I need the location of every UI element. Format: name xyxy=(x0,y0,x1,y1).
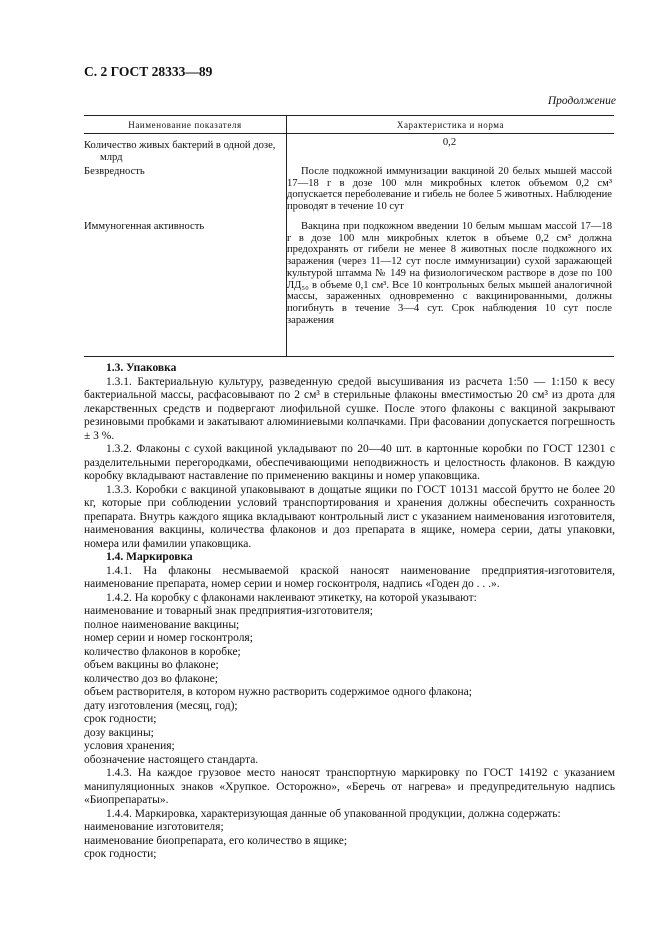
list-item: обозначение настоящего стандарта. xyxy=(84,753,259,766)
list-item: дату изготовления (месяц, год); xyxy=(84,699,238,712)
table-row-1-value: 0,2 xyxy=(442,137,457,148)
list-item: номер серии и номер госконтроля; xyxy=(84,632,253,644)
table-row-2-value: После подкожной иммунизации вакциной 20 белых мышей массой 17—18 г в дозе 100 млн микробных клеток объемом 0,2 см³ допускается переболевание и гибель не более 5 животных. Наблюдение проводят в течение 10 сут xyxy=(287,166,612,213)
list-item: объем вакцины во флаконе; xyxy=(84,659,219,671)
packaging-heading: 1.3. Упаковка xyxy=(106,362,177,374)
list-item: наименование биопрепарата, его количество в ящике; xyxy=(84,834,348,847)
table-header-norm: Характеристика и норма xyxy=(396,120,505,130)
table-row-3-value: Вакцина при подкожном введении 10 белым мышам массой 17—18 г в дозе 100 млн микробных клеток в объеме 0,2 см³ должна предохранять от гибели не менее 8 животных после подкожного их заражения (через 11—12 сут после иммунизации) сухой заражающей культурой штамма № 149 на физиологическом растворе в дозе по 100 ЛД₅₀ в объеме 0,1 см³. Все 10 контрольных белых мышей аналогичной массы, зараженных одновременно с вакцинированными, должны погибнуть в течение 3—4 сут. Срок наблюдения 10 сут после заражения xyxy=(287,221,612,326)
page-header: С. 2 ГОСТ 28333—89 xyxy=(84,64,213,79)
paragraph-1-4-1: 1.4.1. На флаконы несмываемой краской наносят наименование предприятия-изготовителя, наименование препарата, номер серии и номер госконтроля, надпись «Годен до . . .». xyxy=(84,564,615,590)
paragraph-1-3-1: 1.3.1. Бактериальную культуру, разведенную средой высушивания из расчета 1:50 — 1:150 к весу бактериальной массы, расфасовывают по 2 см³ в стерильные флаконы вместимостью 20 см³ из дрота для лекарственных средств и подвергают лиофильной сушке. После этого флаконы с вакциной закрывают резиновыми пробками и закатывают алюминиевыми колпачками. При фасовании допускается погрешность ± 3 %. xyxy=(84,375,615,442)
section-packaging xyxy=(84,362,615,862)
table-row-1-name: Количество живых бактерий в одной дозе, млрд xyxy=(84,140,276,163)
table-row-2-name: Безвредность xyxy=(84,166,145,177)
paragraph-1-4-2: 1.4.2. На коробку с флаконами наклеивают этикетку, на которой указывают: xyxy=(106,591,477,604)
list-item: полное наименование вакцины; xyxy=(84,618,240,631)
paragraph-1-4-4: 1.4.4. Маркировка, характеризующая данные об упакованной продукции, должна содержать: xyxy=(106,807,561,820)
list-item: наименование и товарный знак предприятия-изготовителя; xyxy=(84,605,373,617)
list-item: количество флаконов в коробке; xyxy=(84,645,241,658)
table-header-indicator: Наименование показателя xyxy=(128,120,242,130)
paragraph-1-3-2: 1.3.2. Флаконы с сухой вакциной укладывают по 20—40 шт. в картонные коробки по ГОСТ 12301 с разделительными перегородками, обеспечивающими неподвижность и целостность флаконов. В каждую коробку вкладывают наставление по применению вакцины и номер упаковщика. xyxy=(84,443,615,482)
table-top-rule xyxy=(84,115,614,116)
table-bottom-rule xyxy=(84,356,614,357)
list-item: дозу вакцины; xyxy=(84,726,154,739)
list-item: условия хранения; xyxy=(84,740,175,752)
marking-heading: 1.4. Маркировка xyxy=(106,551,193,563)
continuation-label: Продолжение xyxy=(547,95,616,107)
table-header-rule xyxy=(84,133,614,134)
list-item: срок годности; xyxy=(84,848,157,860)
paragraph-1-4-3: 1.4.3. На каждое грузовое место наносят транспортную маркировку по ГОСТ 14192 с указанием манипуляционных знаков «Хрупкое. Осторожно», «Беречь от нагрева» и предупредительную надпись «Биопрепараты». xyxy=(84,767,615,806)
list-item: срок годности; xyxy=(84,713,157,725)
paragraph-1-3-3: 1.3.3. Коробки с вакциной упаковывают в дощатые ящики по ГОСТ 10131 массой брутто не более 20 кг, которые при соблюдении условий транспортирования и хранения должны обеспечить сохранность препарата. Внутрь каждого ящика вкладывают контрольный лист с указанием наименования изготовителя, наименования вакцины, количества флаконов и доз препарата в ящике, номера серии, даты упаковки, номера или фамилии упаковщика. xyxy=(84,483,615,550)
list-item: объем растворителя, в котором нужно растворить содержимое одного флакона; xyxy=(84,686,472,698)
list-item: количество доз во флаконе; xyxy=(84,672,218,685)
table-row-3-name: Иммуногенная активность xyxy=(84,221,205,232)
list-item: наименование изготовителя; xyxy=(84,821,224,833)
